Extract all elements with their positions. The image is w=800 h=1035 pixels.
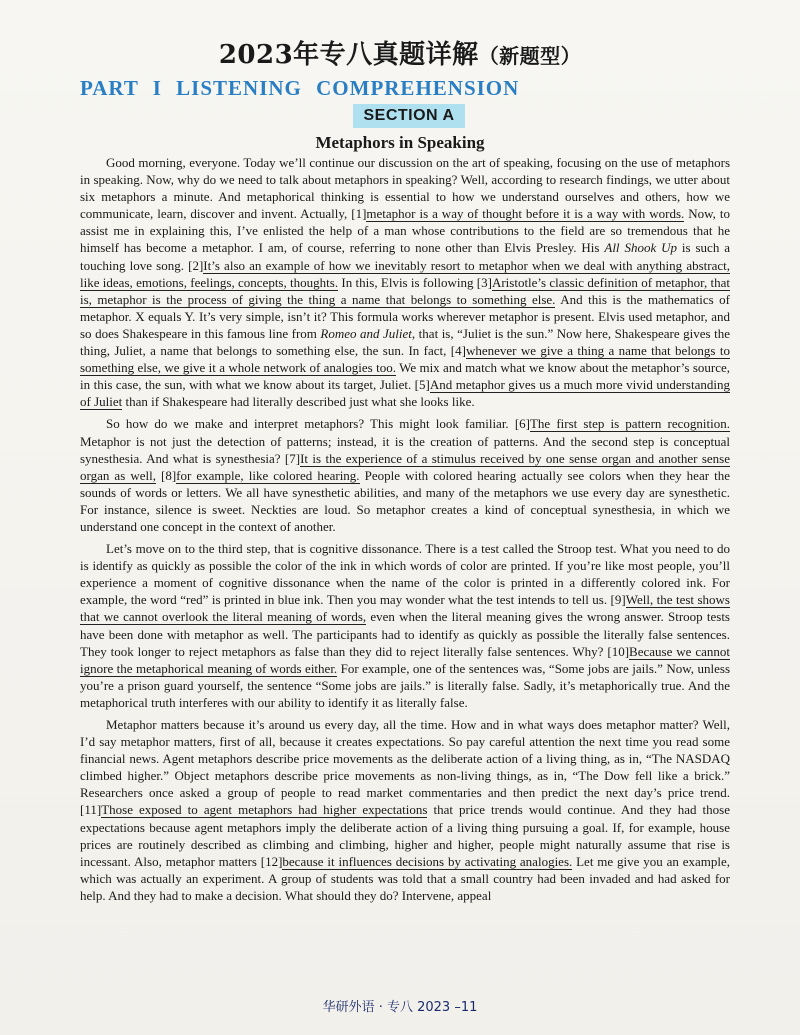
page-footer: 华研外语 · 专八 2023 –11 xyxy=(322,1000,478,1015)
part-heading: PART I LISTENING COMPREHENSION xyxy=(80,76,520,100)
answer-7-underline: It is the experience of a stimulus received by one sense organ and another sense organ as well, xyxy=(80,450,731,483)
answer-6-underline: The first step is pattern recognition. xyxy=(529,416,730,432)
answer-9-underline: Well, the test shows that we cannot overlook the literal meaning of words, xyxy=(80,592,730,625)
paragraph-3: Let’s move on to the third step, that is cognitive dissonance. There is a test called the Stroop test. What you need to do is identify as quickly as possible the color of the ink in which words of color are printed. If you’re like most people, you’ll experience a moment of cognitive dissonance when the name of the color is printed in a differently colored ink. For example, the word “red” is printed in blue ink. Then you may wonder what the test intends to tell us. [9]Well, the test shows that we cannot overlook the literal meaning of words, even when the literal meaning gives the wrong answer. Stroop tests have been done with metaphor as well. The participants had to identify as quickly as possible the literally false sentences. They took longer to reject metaphors as false than they did to reject literally false sentences. Why? [10]Because we cannot ignore the metaphorical meaning of words either. For example, one of the sentences was, “Some jobs are jails.” Now, unless you’re a prison guard yourself, the sentence “Some jobs are jails.” is literally false. Sadly, it’s metaphorically true. And the metaphorical truth interferes with our ability to identify it as literally false. xyxy=(80,541,730,710)
paragraph-2: So how do we make and interpret metaphors? This might look familiar. [6]The first step is pattern recognition. Metaphor is not just the detection of patterns; instead, it is the creation of patterns. And the second step is conceptual synesthesia. And what is synesthesia? [7]It is the experience of a stimulus received by one sense organ and another sense organ as well, [8]for example, like colored hearing. People with colored hearing actually see colors when they hear the sounds of words or letters. We all have synesthetic abilities, and many of the metaphors we use every day are synesthetic. For instance, silence is sweet. Neckties are loud. So metaphor creates a kind of conceptual synesthesia, in which we understand one concept in the context of another. xyxy=(80,416,731,534)
answer-11-underline: Those exposed to agent metaphors had higher expectations xyxy=(101,802,428,818)
answer-8-underline: for example, like colored hearing. xyxy=(176,467,360,483)
answer-4-underline: whenever we give a thing a name that belongs to something else, we give it a whole network of analogies too. xyxy=(80,343,730,376)
song-title: All Shook Up xyxy=(604,240,678,256)
article-body xyxy=(80,154,730,909)
answer-3-underline: Aristotle’s classic definition of metaphor, that is, metaphor is the process of giving the thing a name that belongs to something else. xyxy=(80,274,730,307)
answer-12-underline: because it influences decisions by activating analogies. xyxy=(282,853,573,869)
section-label: SECTION A xyxy=(353,104,465,128)
page-title-main: 2023年专八真题详解 xyxy=(218,40,479,70)
answer-2-underline: It’s also an example of how we inevitably resort to metaphor when we deal with anything abstract, like ideas, emotions, feelings, concepts, thoughts. xyxy=(80,257,730,290)
paragraph-4: Metaphor matters because it’s around us every day, all the time. How and in what ways does metaphor matter? Well, I’d say metaphor matters, first of all, because it creates expectations. So pay careful attention the next time you read some financial news. Agent metaphors describe price movements as the deliberate action of a living thing, as in, “The NASDAQ climbed higher.” Object metaphors describe price movements as non-living things, as in, “The Dow fell like a brick.” Researchers once asked a group of people to read market commentaries and then predict the next day’s price trend. [11]Those exposed to agent metaphors had higher expectations that price trends would continue. And they had those expectations because agent metaphors imply the deliberate action of a living thing pursuing a goal. If, for example, house prices are routinely described as climbing and climbing, higher and higher, people might naturally assume that rise is incessant. Also, metaphor matters [12]because it influences decisions by activating analogies. Let me give you an example, which was actually an experiment. A group of students was told that a small country had been invaded and had asked for help. And they had to make a decision. What should they do? Intervene, appeal xyxy=(80,717,730,903)
page-title xyxy=(0,34,800,71)
answer-1-underline: metaphor is a way of thought before it is a way with words. xyxy=(366,206,685,222)
page-title-suffix: （新题型） xyxy=(478,44,582,68)
paragraph-1: Good morning, everyone. Today we’ll continue our discussion on the art of speaking, focusing on the use of metaphors in speaking. Now, why do we need to talk about metaphors in speaking? Well, according to research findings, we utter about six metaphors a minute. And metaphorical thinking is essential to how we understand ourselves and others, how we communicate, learn, discover and invent. Actually, [1]metaphor is a way of thought before it is a way with words. Now, to assist me in explaining this, I’ve enlisted the help of a man whose contributions to the field are so tremendous that he himself has become a metaphor. I am, of course, referring to none other than Elvis Presley. His All Shook Up is such a touching love song. [2]It’s also an example of how we inevitably resort to metaphor when we deal with anything abstract, like ideas, emotions, feelings, concepts, thoughts. In this, Elvis is following [3]Aristotle’s classic definition of metaphor, that is, metaphor is the process of giving the thing a name that belongs to something else. And this is the mathematics of metaphor. X equals Y. It’s very simple, isn’t it? This formula works wherever metaphor is present. Elvis used metaphor, and so does Shakespeare in this famous line from Romeo and Juliet, that is, “Juliet is the sun.” Now here, Shakespeare gives the thing, Juliet, a name that belongs to something else, the sun. In fact, [4]whenever we give a thing a name that belongs to something else, we give it a whole network of analogies too. We mix and match what we know about the metaphor’s source, in this case, the sun, with what we know about its target, Juliet. [5]And metaphor gives us a much more vivid understanding of Juliet than if Shakespeare had literally described just what she looks like. xyxy=(80,155,731,410)
answer-10-underline: Because we cannot ignore the metaphorical meaning of words either. xyxy=(80,643,730,676)
play-title: Romeo and Juliet xyxy=(320,325,412,341)
article-title: Metaphors in Speaking xyxy=(315,133,485,152)
answer-5-underline: And metaphor gives us a much more vivid understanding of Juliet xyxy=(80,377,730,410)
